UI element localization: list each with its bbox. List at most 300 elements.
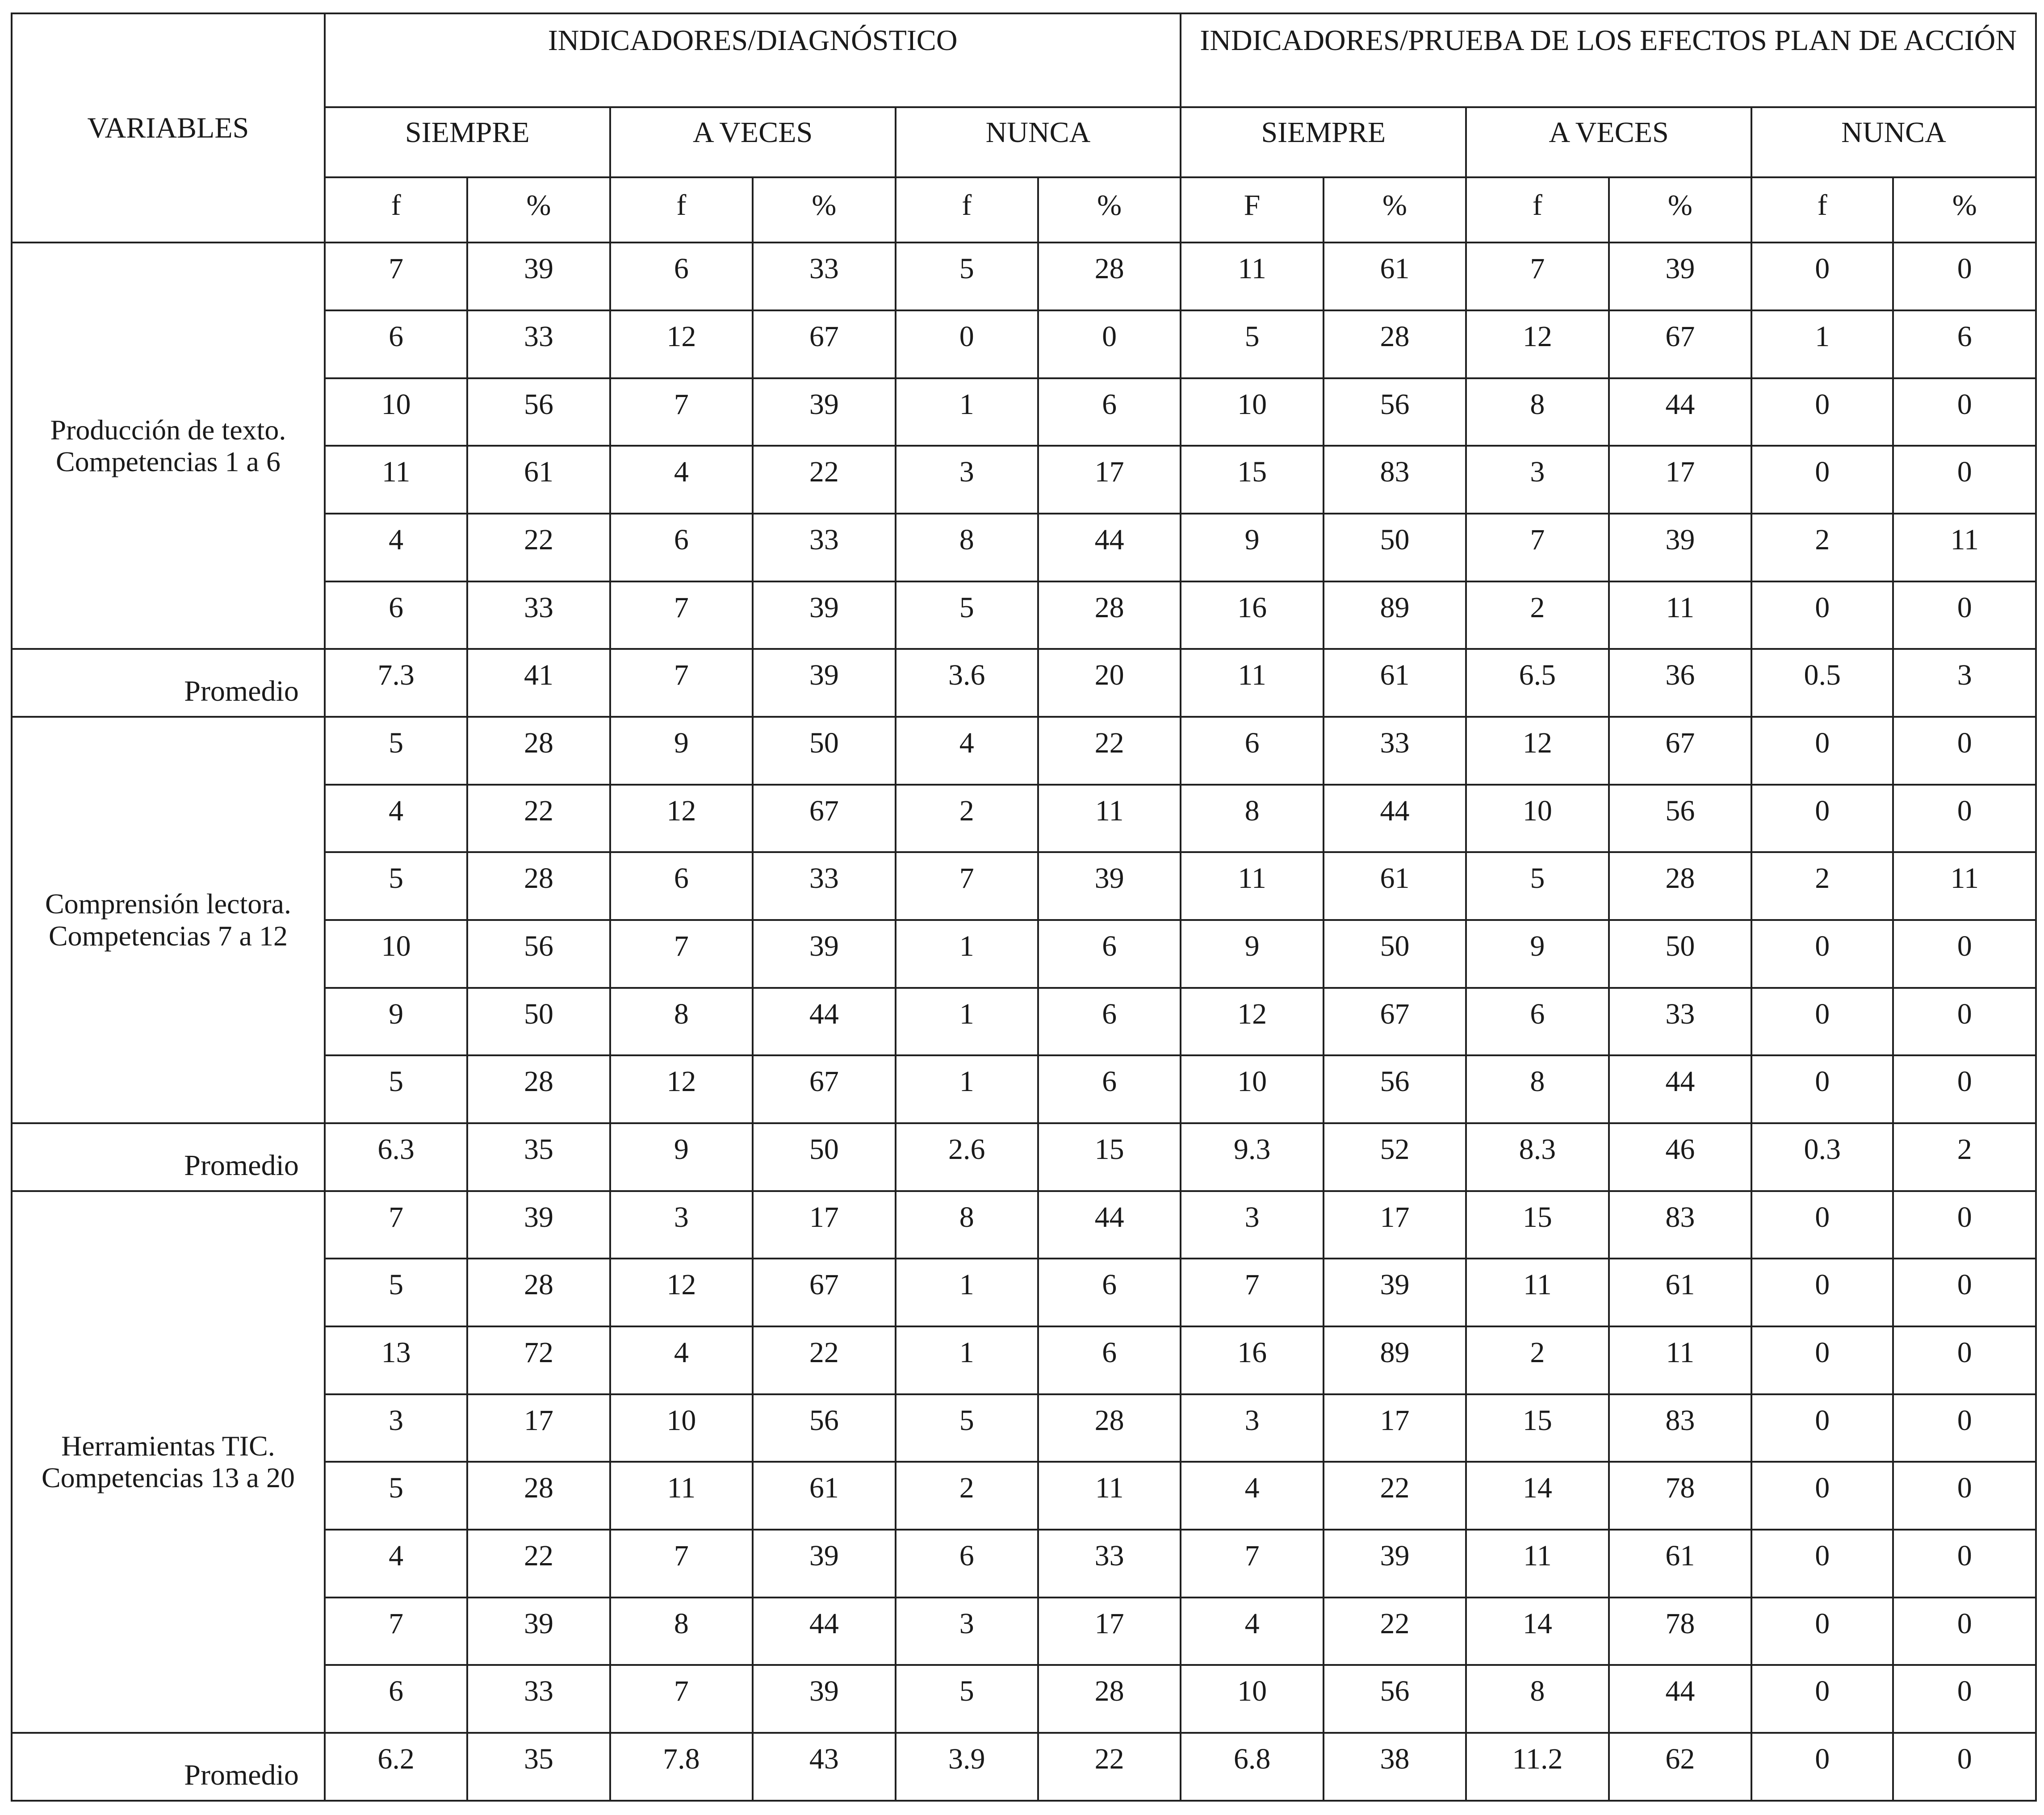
frequency-cell: 14 bbox=[1466, 1598, 1608, 1665]
table-row bbox=[12, 1191, 2036, 1259]
average-percent-cell: 36 bbox=[1609, 649, 1751, 717]
percent-cell: 6 bbox=[1038, 378, 1181, 446]
table-body bbox=[12, 13, 2036, 1801]
average-percent-cell: 15 bbox=[1038, 1123, 1181, 1191]
percent-cell: 28 bbox=[467, 1055, 610, 1123]
freq-col-header: f bbox=[610, 177, 753, 243]
frequency-cell: 0 bbox=[1751, 717, 1893, 785]
percent-cell: 33 bbox=[753, 852, 895, 920]
average-frequency-cell: 9 bbox=[610, 1123, 753, 1191]
percent-cell: 6 bbox=[1038, 1055, 1181, 1123]
frequency-cell: 3 bbox=[610, 1191, 753, 1259]
percent-cell: 6 bbox=[1893, 310, 2036, 378]
frequency-cell: 7 bbox=[1466, 514, 1608, 581]
frequency-cell: 6 bbox=[610, 852, 753, 920]
percent-cell: 33 bbox=[467, 310, 610, 378]
frequency-cell: 5 bbox=[1181, 310, 1323, 378]
average-frequency-cell: 7 bbox=[610, 649, 753, 717]
frequency-cell: 3 bbox=[1181, 1191, 1323, 1259]
average-percent-cell: 41 bbox=[467, 649, 610, 717]
frequency-cell: 0 bbox=[1751, 1530, 1893, 1598]
frequency-cell: 7 bbox=[610, 581, 753, 649]
percent-cell: 11 bbox=[1038, 785, 1181, 853]
percent-col-header: % bbox=[467, 177, 610, 243]
frequency-cell: 5 bbox=[896, 1665, 1038, 1733]
average-frequency-cell: 7.8 bbox=[610, 1733, 753, 1801]
percent-cell: 28 bbox=[467, 852, 610, 920]
percent-cell: 83 bbox=[1609, 1191, 1751, 1259]
frequency-cell: 2 bbox=[896, 785, 1038, 853]
average-percent-cell: 38 bbox=[1324, 1733, 1466, 1801]
percent-col-header: % bbox=[1893, 177, 2036, 243]
frequency-cell: 6 bbox=[1181, 717, 1323, 785]
frequency-cell: 6 bbox=[896, 1530, 1038, 1598]
frequency-cell: 8 bbox=[896, 1191, 1038, 1259]
percent-cell: 39 bbox=[753, 1530, 895, 1598]
average-frequency-cell: 9.3 bbox=[1181, 1123, 1323, 1191]
percent-cell: 17 bbox=[1324, 1394, 1466, 1462]
percent-col-header: % bbox=[1324, 177, 1466, 243]
frequency-cell: 7 bbox=[325, 243, 467, 310]
frequency-cell: 7 bbox=[610, 920, 753, 988]
percent-cell: 50 bbox=[1324, 920, 1466, 988]
frequency-cell: 0 bbox=[1751, 1055, 1893, 1123]
percent-cell: 78 bbox=[1609, 1598, 1751, 1665]
average-percent-cell: 35 bbox=[467, 1123, 610, 1191]
frequency-cell: 0 bbox=[1751, 581, 1893, 649]
average-frequency-cell: 0.5 bbox=[1751, 649, 1893, 717]
frequency-cell: 11 bbox=[610, 1462, 753, 1530]
frequency-cell: 12 bbox=[610, 310, 753, 378]
frequency-cell: 2 bbox=[1751, 514, 1893, 581]
table-row bbox=[12, 243, 2036, 310]
percent-cell: 17 bbox=[1038, 446, 1181, 514]
percent-cell: 56 bbox=[1324, 1055, 1466, 1123]
frequency-cell: 5 bbox=[896, 581, 1038, 649]
average-percent-cell: 61 bbox=[1324, 649, 1466, 717]
frequency-cell: 7 bbox=[1181, 1530, 1323, 1598]
percent-cell: 44 bbox=[1324, 785, 1466, 853]
percent-cell: 33 bbox=[1324, 717, 1466, 785]
frequency-cell: 9 bbox=[610, 717, 753, 785]
frequency-cell: 14 bbox=[1466, 1462, 1608, 1530]
percent-cell: 44 bbox=[1038, 1191, 1181, 1259]
average-frequency-cell: 3.9 bbox=[896, 1733, 1038, 1801]
frequency-cell: 4 bbox=[610, 1326, 753, 1394]
average-label: Promedio bbox=[12, 1123, 325, 1191]
frequency-cell: 0 bbox=[1751, 243, 1893, 310]
percent-cell: 0 bbox=[1893, 988, 2036, 1056]
frequency-cell: 0 bbox=[1751, 446, 1893, 514]
average-frequency-cell: 7.3 bbox=[325, 649, 467, 717]
average-frequency-cell: 11 bbox=[1181, 649, 1323, 717]
percent-cell: 0 bbox=[1893, 1530, 2036, 1598]
average-frequency-cell: 6.5 bbox=[1466, 649, 1608, 717]
frequency-cell: 8 bbox=[1466, 378, 1608, 446]
diag-siempre-header: SIEMPRE bbox=[325, 107, 610, 177]
percent-cell: 28 bbox=[467, 1259, 610, 1326]
percent-cell: 17 bbox=[467, 1394, 610, 1462]
action-plan-group-header: INDICADORES/PRUEBA DE LOS EFECTOS PLAN DE ACCIÓN bbox=[1181, 13, 2036, 107]
percent-cell: 50 bbox=[753, 717, 895, 785]
frequency-cell: 10 bbox=[1181, 1665, 1323, 1733]
average-label: Promedio bbox=[12, 649, 325, 717]
frequency-cell: 10 bbox=[1181, 1055, 1323, 1123]
freq-col-header: f bbox=[896, 177, 1038, 243]
average-percent-cell: 2 bbox=[1893, 1123, 2036, 1191]
frequency-cell: 7 bbox=[325, 1191, 467, 1259]
percent-cell: 56 bbox=[467, 378, 610, 446]
percent-cell: 11 bbox=[1038, 1462, 1181, 1530]
percent-cell: 39 bbox=[753, 378, 895, 446]
percent-cell: 6 bbox=[1038, 920, 1181, 988]
frequency-cell: 15 bbox=[1181, 446, 1323, 514]
frequency-cell: 12 bbox=[1181, 988, 1323, 1056]
percent-cell: 39 bbox=[467, 1191, 610, 1259]
frequency-cell: 13 bbox=[325, 1326, 467, 1394]
percent-cell: 61 bbox=[467, 446, 610, 514]
percent-col-header: % bbox=[753, 177, 895, 243]
percent-cell: 67 bbox=[753, 1259, 895, 1326]
frequency-cell: 3 bbox=[1181, 1394, 1323, 1462]
percent-cell: 0 bbox=[1893, 1259, 2036, 1326]
percent-cell: 67 bbox=[1609, 717, 1751, 785]
percent-cell: 78 bbox=[1609, 1462, 1751, 1530]
freq-col-header: f bbox=[1466, 177, 1608, 243]
frequency-cell: 5 bbox=[325, 717, 467, 785]
percent-cell: 67 bbox=[1324, 988, 1466, 1056]
frequency-cell: 0 bbox=[1751, 920, 1893, 988]
frequency-cell: 4 bbox=[896, 717, 1038, 785]
percent-cell: 39 bbox=[753, 1665, 895, 1733]
percent-cell: 0 bbox=[1893, 1394, 2036, 1462]
average-percent-cell: 35 bbox=[467, 1733, 610, 1801]
percent-cell: 28 bbox=[467, 717, 610, 785]
frequency-cell: 3 bbox=[896, 446, 1038, 514]
percent-cell: 33 bbox=[467, 1665, 610, 1733]
frequency-cell: 9 bbox=[1181, 920, 1323, 988]
frequency-cell: 11 bbox=[1181, 852, 1323, 920]
percent-cell: 17 bbox=[753, 1191, 895, 1259]
average-percent-cell: 62 bbox=[1609, 1733, 1751, 1801]
percent-cell: 39 bbox=[1324, 1259, 1466, 1326]
average-percent-cell: 22 bbox=[1038, 1733, 1181, 1801]
percent-col-header: % bbox=[1609, 177, 1751, 243]
percent-cell: 39 bbox=[467, 1598, 610, 1665]
frequency-cell: 6 bbox=[610, 514, 753, 581]
average-percent-cell: 20 bbox=[1038, 649, 1181, 717]
frequency-cell: 7 bbox=[325, 1598, 467, 1665]
percent-cell: 44 bbox=[753, 988, 895, 1056]
percent-cell: 61 bbox=[1609, 1259, 1751, 1326]
frequency-cell: 0 bbox=[1751, 1665, 1893, 1733]
frequency-cell: 6 bbox=[325, 310, 467, 378]
percent-cell: 33 bbox=[1609, 988, 1751, 1056]
percent-cell: 28 bbox=[1038, 243, 1181, 310]
percent-cell: 0 bbox=[1893, 1326, 2036, 1394]
percent-cell: 39 bbox=[1609, 243, 1751, 310]
frequency-cell: 5 bbox=[325, 1462, 467, 1530]
percent-cell: 22 bbox=[1324, 1598, 1466, 1665]
average-percent-cell: 43 bbox=[753, 1733, 895, 1801]
percent-cell: 0 bbox=[1893, 717, 2036, 785]
percent-cell: 0 bbox=[1893, 581, 2036, 649]
percent-cell: 56 bbox=[1324, 1665, 1466, 1733]
percent-cell: 28 bbox=[1038, 1394, 1181, 1462]
frequency-cell: 5 bbox=[896, 243, 1038, 310]
percent-cell: 0 bbox=[1893, 1055, 2036, 1123]
percent-cell: 0 bbox=[1893, 920, 2036, 988]
percent-cell: 28 bbox=[1324, 310, 1466, 378]
freq-col-header: F bbox=[1181, 177, 1323, 243]
frequency-cell: 0 bbox=[1751, 1259, 1893, 1326]
percent-cell: 39 bbox=[753, 581, 895, 649]
frequency-cell: 11 bbox=[1181, 243, 1323, 310]
percent-cell: 61 bbox=[1609, 1530, 1751, 1598]
percent-cell: 33 bbox=[753, 243, 895, 310]
percent-cell: 83 bbox=[1609, 1394, 1751, 1462]
frequency-cell: 11 bbox=[1466, 1259, 1608, 1326]
frequency-cell: 0 bbox=[1751, 378, 1893, 446]
frequency-cell: 7 bbox=[610, 1665, 753, 1733]
frequency-cell: 10 bbox=[1466, 785, 1608, 853]
frequency-cell: 6 bbox=[325, 581, 467, 649]
percent-cell: 28 bbox=[1038, 581, 1181, 649]
average-frequency-cell: 6.3 bbox=[325, 1123, 467, 1191]
percent-cell: 44 bbox=[1038, 514, 1181, 581]
percent-cell: 17 bbox=[1038, 1598, 1181, 1665]
frequency-cell: 1 bbox=[896, 988, 1038, 1056]
percent-cell: 22 bbox=[753, 446, 895, 514]
frequency-cell: 5 bbox=[325, 1259, 467, 1326]
frequency-cell: 6 bbox=[325, 1665, 467, 1733]
average-frequency-cell: 0 bbox=[1751, 1733, 1893, 1801]
percent-cell: 56 bbox=[753, 1394, 895, 1462]
frequency-cell: 1 bbox=[896, 920, 1038, 988]
frequency-cell: 8 bbox=[610, 1598, 753, 1665]
frequency-cell: 4 bbox=[325, 1530, 467, 1598]
percent-cell: 33 bbox=[753, 514, 895, 581]
percent-cell: 0 bbox=[1893, 785, 2036, 853]
percent-cell: 17 bbox=[1609, 446, 1751, 514]
percent-cell: 0 bbox=[1893, 1191, 2036, 1259]
percent-cell: 0 bbox=[1893, 1598, 2036, 1665]
frequency-cell: 0 bbox=[1751, 1598, 1893, 1665]
average-row bbox=[12, 1733, 2036, 1801]
percent-cell: 0 bbox=[1893, 446, 2036, 514]
frequency-cell: 7 bbox=[1181, 1259, 1323, 1326]
frequency-cell: 11 bbox=[325, 446, 467, 514]
percent-cell: 67 bbox=[753, 310, 895, 378]
frequency-cell: 9 bbox=[1181, 514, 1323, 581]
frequency-cell: 4 bbox=[325, 514, 467, 581]
percent-cell: 50 bbox=[1324, 514, 1466, 581]
frequency-cell: 11 bbox=[1466, 1530, 1608, 1598]
percent-cell: 17 bbox=[1324, 1191, 1466, 1259]
diag-a-veces-header: A VECES bbox=[610, 107, 896, 177]
frequency-cell: 7 bbox=[896, 852, 1038, 920]
percent-cell: 6 bbox=[1038, 988, 1181, 1056]
percent-cell: 72 bbox=[467, 1326, 610, 1394]
percent-cell: 6 bbox=[1038, 1259, 1181, 1326]
frequency-cell: 5 bbox=[325, 852, 467, 920]
frequency-cell: 5 bbox=[325, 1055, 467, 1123]
average-frequency-cell: 6.2 bbox=[325, 1733, 467, 1801]
frequency-cell: 15 bbox=[1466, 1394, 1608, 1462]
percent-cell: 39 bbox=[1324, 1530, 1466, 1598]
frequency-cell: 4 bbox=[1181, 1598, 1323, 1665]
frequency-cell: 10 bbox=[1181, 378, 1323, 446]
percent-cell: 44 bbox=[753, 1598, 895, 1665]
percent-cell: 39 bbox=[753, 920, 895, 988]
percent-cell: 67 bbox=[753, 785, 895, 853]
frequency-cell: 9 bbox=[1466, 920, 1608, 988]
average-percent-cell: 50 bbox=[753, 1123, 895, 1191]
frequency-cell: 0 bbox=[1751, 988, 1893, 1056]
percent-cell: 33 bbox=[1038, 1530, 1181, 1598]
frequency-cell: 0 bbox=[1751, 1462, 1893, 1530]
percent-cell: 44 bbox=[1609, 1055, 1751, 1123]
frequency-cell: 0 bbox=[1751, 1326, 1893, 1394]
frequency-cell: 4 bbox=[1181, 1462, 1323, 1530]
average-label: Promedio bbox=[12, 1733, 325, 1801]
average-frequency-cell: 0.3 bbox=[1751, 1123, 1893, 1191]
frequency-cell: 12 bbox=[610, 1055, 753, 1123]
average-percent-cell: 3 bbox=[1893, 649, 2036, 717]
frequency-cell: 1 bbox=[896, 1326, 1038, 1394]
frequency-cell: 2 bbox=[1466, 581, 1608, 649]
percent-cell: 11 bbox=[1893, 514, 2036, 581]
frequency-cell: 7 bbox=[610, 1530, 753, 1598]
table-row bbox=[12, 717, 2036, 785]
percent-cell: 44 bbox=[1609, 378, 1751, 446]
frequency-cell: 8 bbox=[1181, 785, 1323, 853]
percent-cell: 56 bbox=[1609, 785, 1751, 853]
percent-cell: 22 bbox=[1038, 717, 1181, 785]
diag-nunca-header: NUNCA bbox=[896, 107, 1181, 177]
percent-cell: 50 bbox=[467, 988, 610, 1056]
frequency-cell: 5 bbox=[896, 1394, 1038, 1462]
frequency-cell: 3 bbox=[896, 1598, 1038, 1665]
frequency-cell: 1 bbox=[1751, 310, 1893, 378]
frequency-cell: 12 bbox=[1466, 717, 1608, 785]
frequency-cell: 3 bbox=[325, 1394, 467, 1462]
percent-cell: 61 bbox=[1324, 852, 1466, 920]
frequency-cell: 12 bbox=[1466, 310, 1608, 378]
percent-cell: 89 bbox=[1324, 581, 1466, 649]
frequency-cell: 15 bbox=[1466, 1191, 1608, 1259]
variables-header: VARIABLES bbox=[12, 13, 325, 243]
percent-cell: 44 bbox=[1609, 1665, 1751, 1733]
frequency-cell: 6 bbox=[1466, 988, 1608, 1056]
average-percent-cell: 0 bbox=[1893, 1733, 2036, 1801]
percent-cell: 22 bbox=[467, 785, 610, 853]
percent-cell: 33 bbox=[467, 581, 610, 649]
percent-cell: 39 bbox=[1609, 514, 1751, 581]
percent-col-header: % bbox=[1038, 177, 1181, 243]
frequency-cell: 5 bbox=[1466, 852, 1608, 920]
results-table bbox=[11, 13, 2037, 1802]
frequency-cell: 2 bbox=[1466, 1326, 1608, 1394]
frequency-cell: 4 bbox=[325, 785, 467, 853]
frequency-cell: 7 bbox=[610, 378, 753, 446]
percent-cell: 0 bbox=[1038, 310, 1181, 378]
frequency-cell: 1 bbox=[896, 1259, 1038, 1326]
frequency-cell: 16 bbox=[1181, 581, 1323, 649]
frequency-cell: 10 bbox=[610, 1394, 753, 1462]
plan-a-veces-header: A VECES bbox=[1466, 107, 1751, 177]
frequency-cell: 1 bbox=[896, 1055, 1038, 1123]
percent-cell: 0 bbox=[1893, 1462, 2036, 1530]
percent-cell: 28 bbox=[1609, 852, 1751, 920]
average-percent-cell: 46 bbox=[1609, 1123, 1751, 1191]
average-percent-cell: 52 bbox=[1324, 1123, 1466, 1191]
percent-cell: 56 bbox=[467, 920, 610, 988]
plan-nunca-header: NUNCA bbox=[1751, 107, 2036, 177]
average-frequency-cell: 3.6 bbox=[896, 649, 1038, 717]
group-header-row bbox=[12, 13, 2036, 107]
frequency-cell: 1 bbox=[896, 378, 1038, 446]
average-frequency-cell: 11.2 bbox=[1466, 1733, 1608, 1801]
frequency-cell: 8 bbox=[1466, 1665, 1608, 1733]
frequency-cell: 7 bbox=[1466, 243, 1608, 310]
average-percent-cell: 39 bbox=[753, 649, 895, 717]
percent-cell: 56 bbox=[1324, 378, 1466, 446]
percent-cell: 61 bbox=[753, 1462, 895, 1530]
frequency-cell: 8 bbox=[610, 988, 753, 1056]
frequency-cell: 8 bbox=[896, 514, 1038, 581]
average-row bbox=[12, 649, 2036, 717]
percent-cell: 22 bbox=[467, 1530, 610, 1598]
percent-cell: 89 bbox=[1324, 1326, 1466, 1394]
percent-cell: 0 bbox=[1893, 1665, 2036, 1733]
frequency-cell: 2 bbox=[1751, 852, 1893, 920]
frequency-cell: 10 bbox=[325, 920, 467, 988]
frequency-cell: 16 bbox=[1181, 1326, 1323, 1394]
percent-cell: 0 bbox=[1893, 243, 2036, 310]
average-frequency-cell: 8.3 bbox=[1466, 1123, 1608, 1191]
freq-col-header: f bbox=[325, 177, 467, 243]
frequency-cell: 0 bbox=[1751, 1394, 1893, 1462]
frequency-cell: 10 bbox=[325, 378, 467, 446]
variable-label: Producción de texto. Competencias 1 a 6 bbox=[12, 243, 325, 649]
percent-cell: 67 bbox=[753, 1055, 895, 1123]
percent-cell: 6 bbox=[1038, 1326, 1181, 1394]
diagnostic-group-header: INDICADORES/DIAGNÓSTICO bbox=[325, 13, 1181, 107]
percent-cell: 83 bbox=[1324, 446, 1466, 514]
percent-cell: 28 bbox=[467, 1462, 610, 1530]
percent-cell: 11 bbox=[1893, 852, 2036, 920]
average-frequency-cell: 2.6 bbox=[896, 1123, 1038, 1191]
frequency-cell: 0 bbox=[1751, 1191, 1893, 1259]
percent-cell: 39 bbox=[1038, 852, 1181, 920]
percent-cell: 11 bbox=[1609, 581, 1751, 649]
variable-label: Herramientas TIC. Competencias 13 a 20 bbox=[12, 1191, 325, 1733]
frequency-cell: 12 bbox=[610, 1259, 753, 1326]
frequency-cell: 8 bbox=[1466, 1055, 1608, 1123]
frequency-cell: 9 bbox=[325, 988, 467, 1056]
variable-label: Comprensión lectora. Competencias 7 a 12 bbox=[12, 717, 325, 1123]
frequency-cell: 12 bbox=[610, 785, 753, 853]
frequency-cell: 0 bbox=[896, 310, 1038, 378]
percent-cell: 22 bbox=[1324, 1462, 1466, 1530]
percent-cell: 22 bbox=[753, 1326, 895, 1394]
frequency-cell: 0 bbox=[1751, 785, 1893, 853]
percent-cell: 28 bbox=[1038, 1665, 1181, 1733]
frequency-cell: 3 bbox=[1466, 446, 1608, 514]
average-frequency-cell: 6.8 bbox=[1181, 1733, 1323, 1801]
frequency-cell: 4 bbox=[610, 446, 753, 514]
